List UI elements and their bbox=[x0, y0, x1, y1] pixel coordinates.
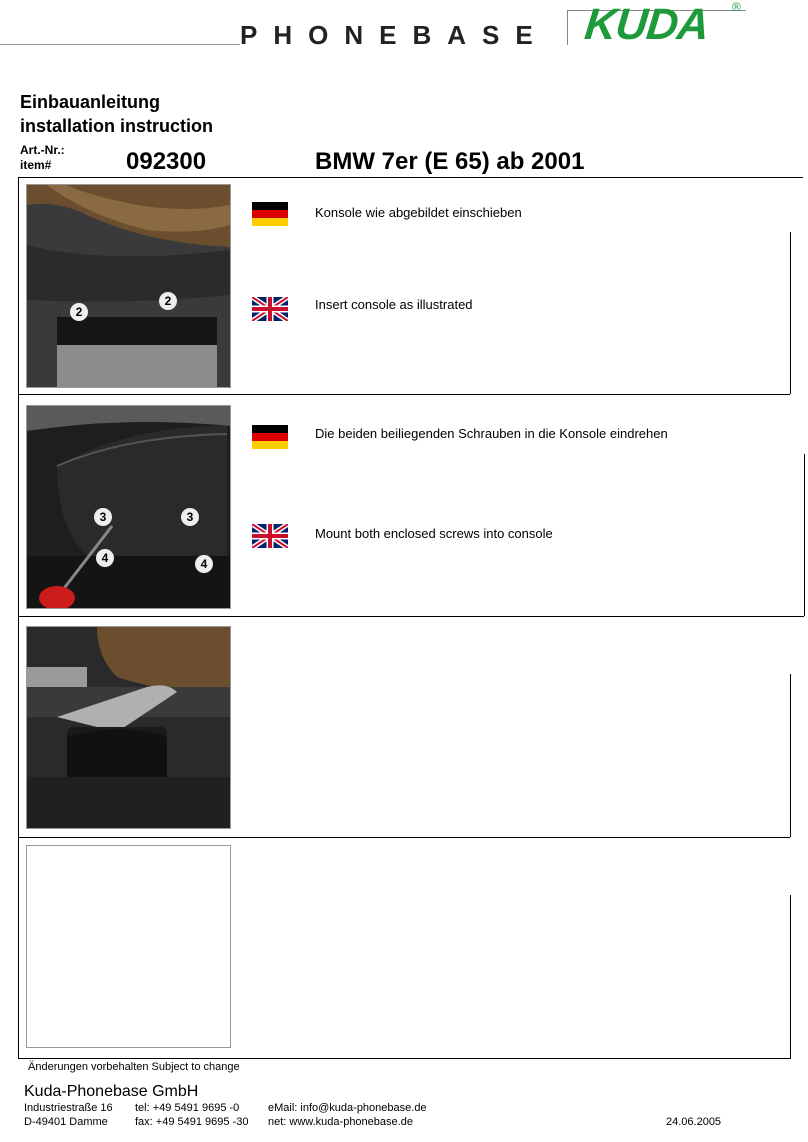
change-notice: Änderungen vorbehalten Subject to change bbox=[28, 1061, 240, 1073]
title-english: installation instruction bbox=[20, 116, 214, 136]
article-number: 092300 bbox=[126, 148, 207, 175]
step-4-photo bbox=[26, 845, 231, 1048]
row-4-right-border bbox=[790, 895, 791, 1059]
company-web[interactable]: net: www.kuda-phonebase.de bbox=[268, 1116, 413, 1128]
row-3-divider bbox=[18, 837, 790, 838]
marker-2b: 2 bbox=[164, 294, 172, 308]
step-1-text-en: Insert console as illustrated bbox=[315, 297, 473, 312]
header-divider bbox=[18, 177, 803, 178]
step-1-text-de: Konsole wie abgebildet einschieben bbox=[315, 205, 522, 220]
row-1-divider bbox=[18, 394, 790, 395]
step-2-text-de: Die beiden beiliegenden Schrauben in die Konsole eindrehen bbox=[315, 426, 668, 441]
document-date: 24.06.2005 bbox=[666, 1116, 722, 1128]
company-email[interactable]: eMail: info@kuda-phonebase.de bbox=[268, 1102, 427, 1114]
row-3-right-border bbox=[790, 674, 791, 837]
marker-4a: 4 bbox=[101, 551, 109, 565]
uk-flag-icon bbox=[252, 297, 288, 321]
company-tel: tel: +49 5491 9695 -0 bbox=[135, 1102, 240, 1114]
row-4-divider bbox=[18, 1058, 790, 1059]
germany-flag-icon bbox=[252, 202, 288, 226]
row-1-right-border bbox=[790, 232, 791, 394]
title-german: Einbauanleitung bbox=[20, 92, 161, 112]
row-2-right-border bbox=[804, 454, 805, 616]
marker-2a: 2 bbox=[75, 305, 83, 319]
company-name: Kuda-Phonebase GmbH bbox=[24, 1083, 199, 1100]
step-2-text-en: Mount both enclosed screws into console bbox=[315, 526, 553, 541]
company-street: Industriestraße 16 bbox=[24, 1102, 113, 1114]
row-2-divider bbox=[18, 616, 804, 617]
step-3-photo bbox=[26, 626, 231, 829]
germany-flag-icon bbox=[252, 425, 288, 449]
header-rule bbox=[0, 44, 240, 45]
brand-name: PHONEBASE bbox=[240, 20, 549, 50]
company-city: D-49401 Damme bbox=[24, 1116, 108, 1128]
company-fax: fax: +49 5491 9695 -30 bbox=[135, 1116, 249, 1128]
step-1-photo bbox=[26, 184, 231, 388]
kuda-logo: KUDA bbox=[582, 0, 711, 49]
vehicle-model: BMW 7er (E 65) ab 2001 bbox=[315, 148, 585, 175]
uk-flag-icon bbox=[252, 524, 288, 548]
registered-mark: ® bbox=[732, 0, 741, 14]
article-label: Art.-Nr.: bbox=[20, 143, 65, 157]
marker-3b: 3 bbox=[186, 510, 194, 524]
step-2-photo bbox=[26, 405, 231, 609]
marker-4b: 4 bbox=[200, 557, 208, 571]
item-label: item# bbox=[20, 158, 52, 172]
frame-left-border bbox=[18, 177, 19, 1059]
marker-3a: 3 bbox=[99, 510, 107, 524]
